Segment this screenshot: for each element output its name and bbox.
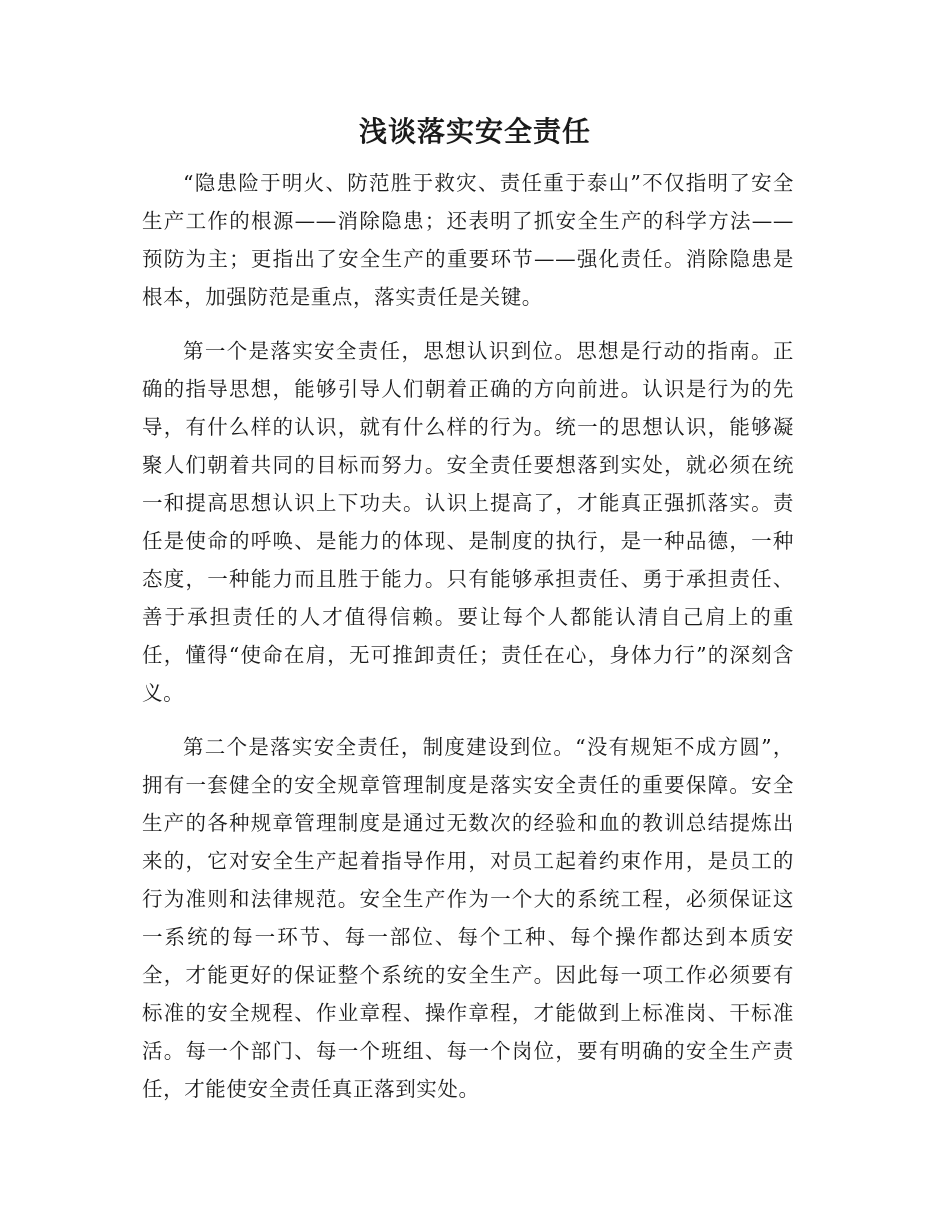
paragraph-system-construction: 第二个是落实安全责任，制度建设到位。“没有规矩不成方圆”，拥有一套健全的安全规章管理制度是落实安全责任的重要保障。安全生产的各种规章管理制度是通过无数次的经验和血的教训总结提炼出来的，它对安全生产起着指导作用，对员工起着约束作用，是员工的行为准则和法律规范。安全生产作为一个大的系统工程，必须保证这一系统的每一环节、每一部位、每个工种、每个操作都达到本质安全，才能更好的保证整个系统的安全生产。因此每一项工作必须要有标准的安全规程、作业章程、操作章程，才能做到上标准岗、干标准活。每一个部门、每一个班组、每一个岗位，要有明确的安全生产责任，才能使安全责任真正落到实处。	[142, 735, 794, 1101]
document-title: 浅谈落实安全责任	[358, 115, 591, 148]
document-body	[142, 164, 794, 1124]
paragraph-intro: “隐患险于明火、防范胜于救灾、责任重于泰山”不仅指明了安全生产工作的根源——消除隐患；还表明了抓安全生产的科学方法——预防为主；更指出了安全生产的重要环节——强化责任。消除隐患是根本，加强防范是重点，落实责任是关键。	[142, 171, 794, 309]
paragraph-thought-awareness: 第一个是落实安全责任，思想认识到位。思想是行动的指南。正确的指导思想，能够引导人们朝着正确的方向前进。认识是行为的先导，有什么样的认识，就有什么样的行为。统一的思想认识，能够凝聚人们朝着共同的目标而努力。安全责任要想落到实处，就必须在统一和提高思想认识上下功夫。认识上提高了，才能真正强抓落实。责任是使命的呼唤、是能力的体现、是制度的执行，是一种品德，一种态度，一种能力而且胜于能力。只有能够承担责任、勇于承担责任、善于承担责任的人才值得信赖。要让每个人都能认清自己肩上的重任，懂得“使命在肩，无可推卸责任；责任在心，身体力行”的深刻含义。	[142, 339, 794, 705]
